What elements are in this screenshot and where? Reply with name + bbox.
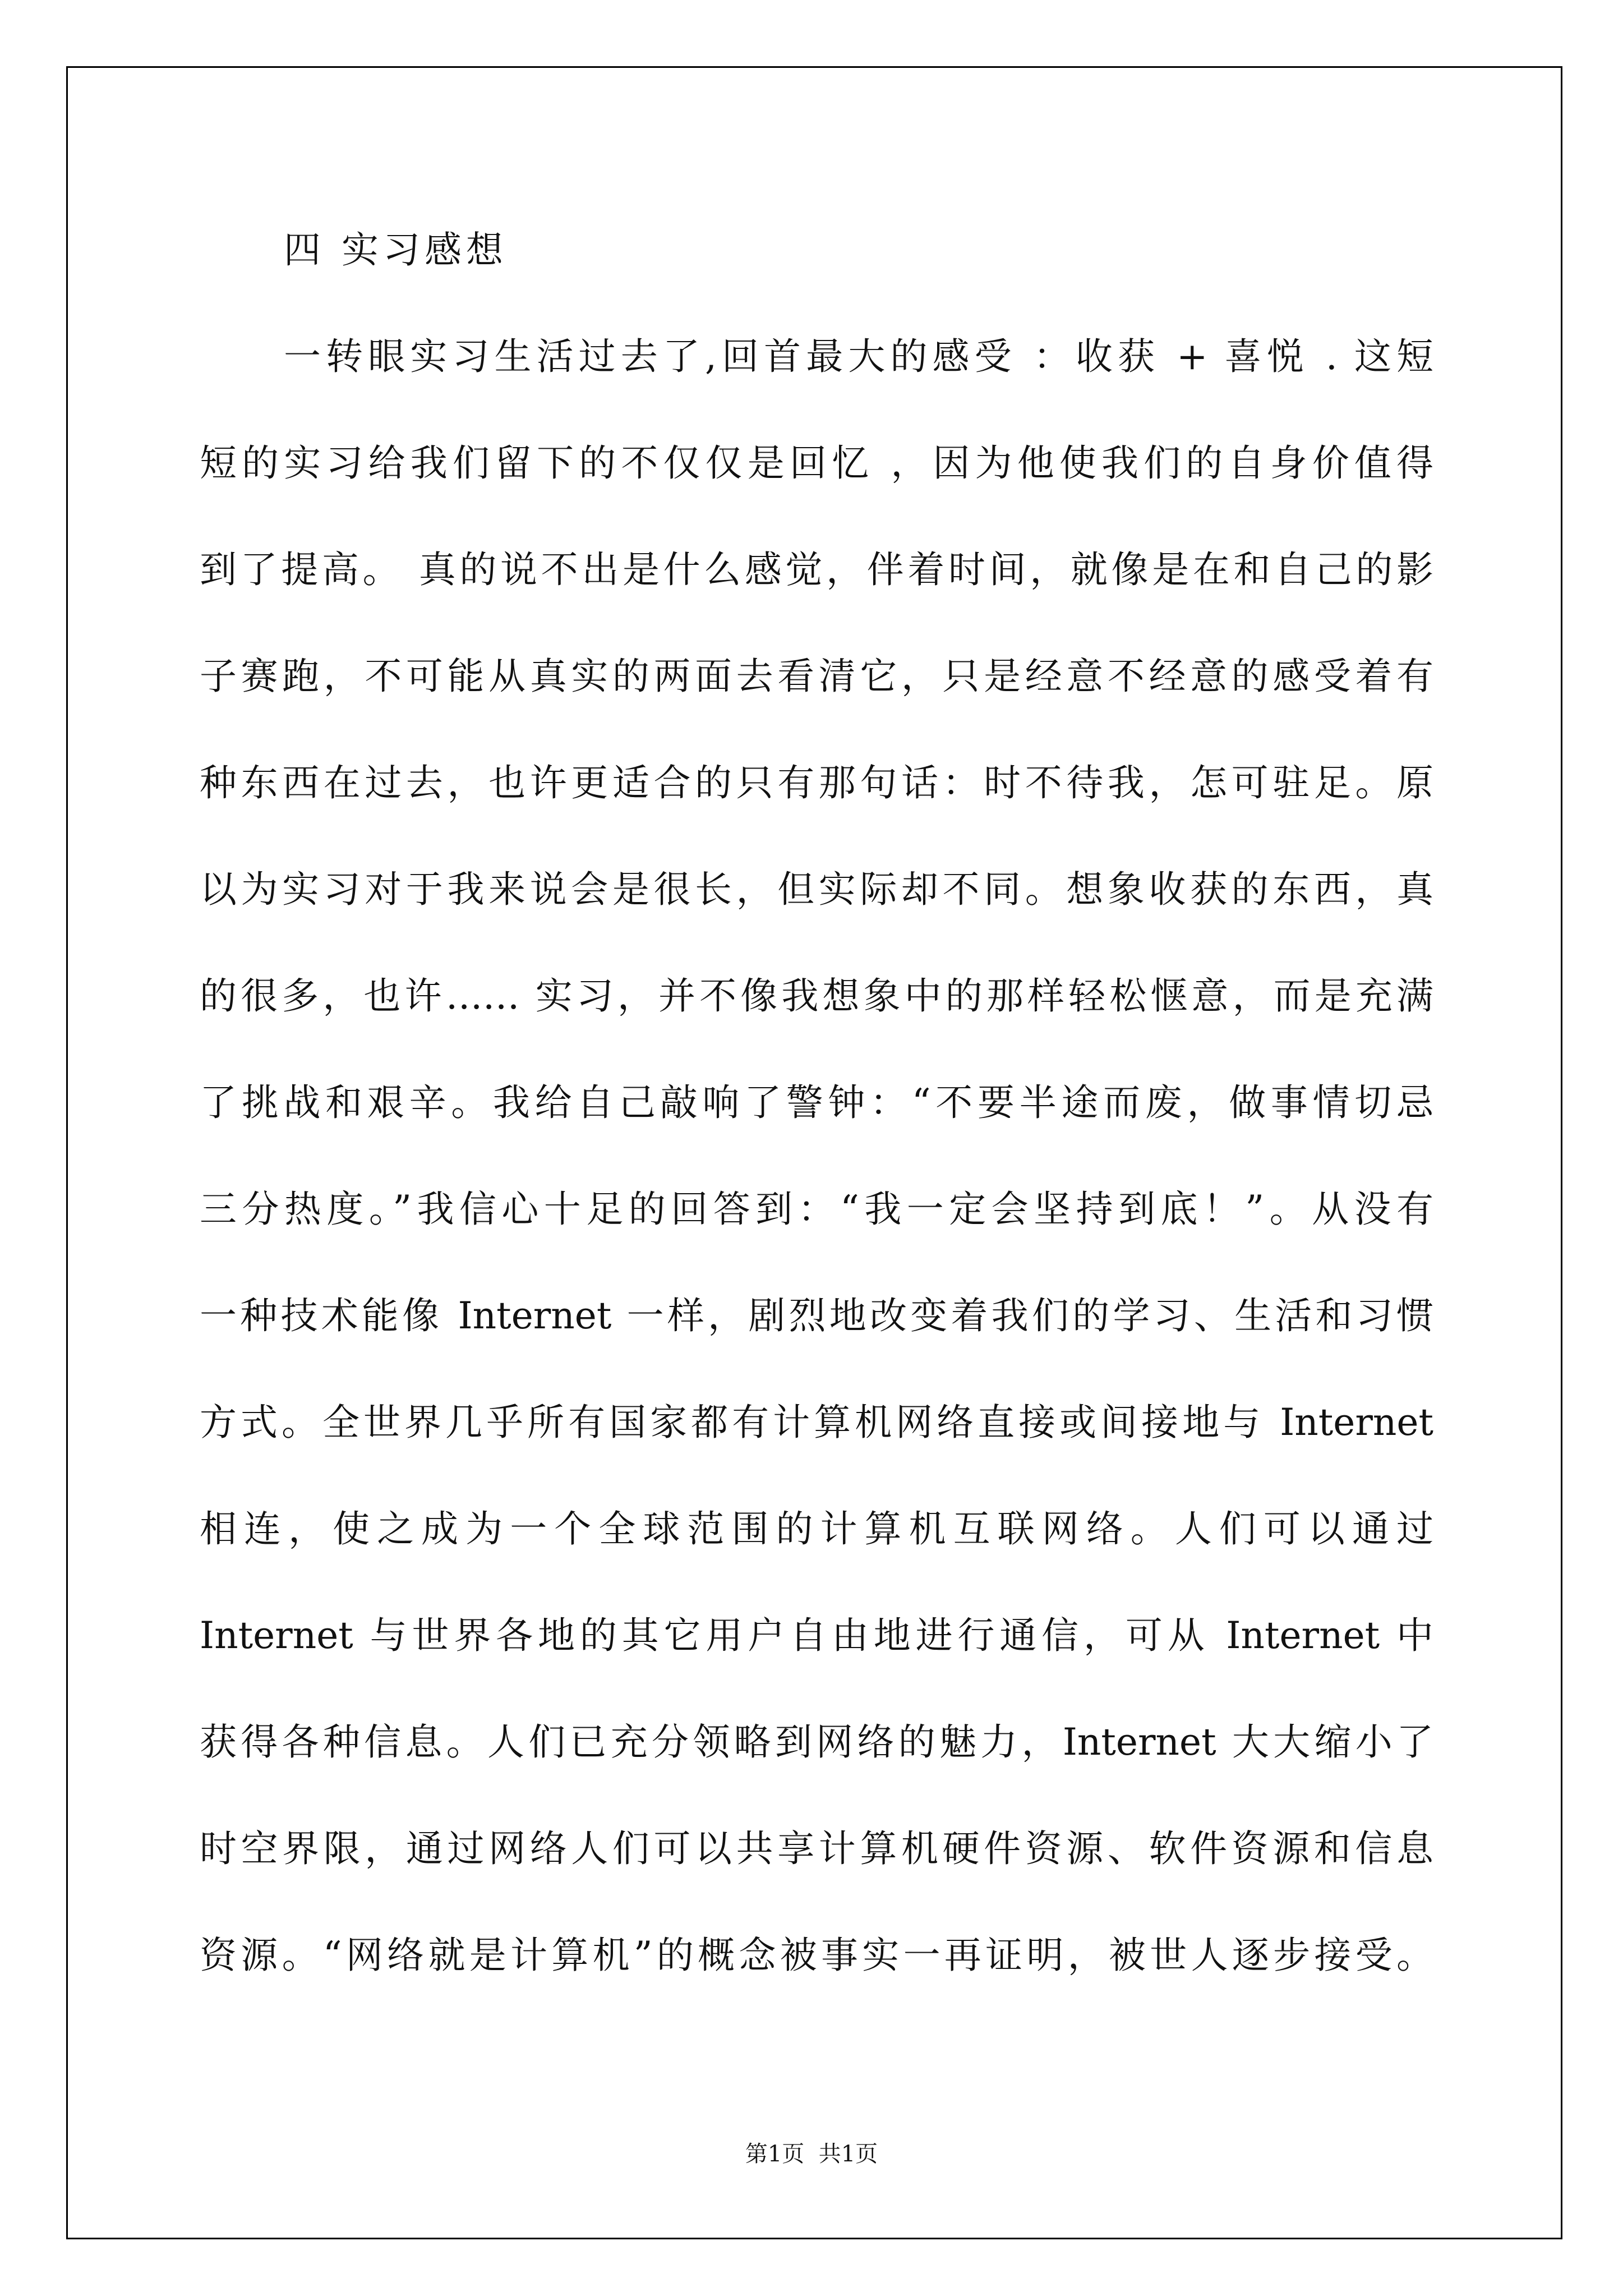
page-footer: 第1页 共1页	[745, 2141, 878, 2167]
text-line: 的很多，也许…… 实习，并不像我想象中的那样轻松惬意，而是充满	[200, 974, 1433, 1018]
text-line: 方式。全世界几乎所有国家都有计算机网络直接或间接地与 Internet	[200, 1401, 1433, 1444]
text-line: 以为实习对于我来说会是很长，但实际却不同。想象收获的东西，真	[200, 868, 1433, 911]
text-line: 一转眼实习生活过去了,回首最大的感受 ：收获 + 喜悦 . 这短	[284, 335, 1433, 378]
text-line: 到了提高。 真的说不出是什么感觉，伴着时间，就像是在和自己的影	[200, 548, 1433, 591]
text-line: Internet 与世界各地的其它用户自由地进行通信，可从 Internet 中	[200, 1614, 1433, 1657]
text-line: 时空界限，通过网络人们可以共享计算机硬件资源、软件资源和信息	[200, 1827, 1433, 1870]
text-line: 资源。“网络就是计算机”的概念被事实一再证明，被世人逐步接受。	[200, 1934, 1433, 1977]
text-line: 短的实习给我们留下的不仅仅是回忆 ，因为他使我们的自身价值得	[200, 441, 1433, 485]
text-line: 获得各种信息。人们已充分领略到网络的魅力，Internet 大大缩小了	[200, 1720, 1433, 1764]
text-line: 一种技术能像 Internet 一样，剧烈地改变着我们的学习、生活和习惯	[200, 1294, 1433, 1337]
text-line: 了挑战和艰辛。我给自己敲响了警钟：“不要半途而废，做事情切忌	[200, 1081, 1433, 1124]
text-line: 子赛跑，不可能从真实的两面去看清它，只是经意不经意的感受着有	[200, 655, 1433, 698]
section-heading: 四 实习感想	[284, 228, 508, 272]
text-line: 三分热度。”我信心十足的回答到：“我一定会坚持到底！”。从没有	[200, 1188, 1433, 1231]
text-line: 种东西在过去，也许更适合的只有那句话：时不待我，怎可驻足。原	[200, 761, 1433, 804]
text-line: 相连，使之成为一个全球范围的计算机互联网络。人们可以通过	[200, 1507, 1433, 1550]
